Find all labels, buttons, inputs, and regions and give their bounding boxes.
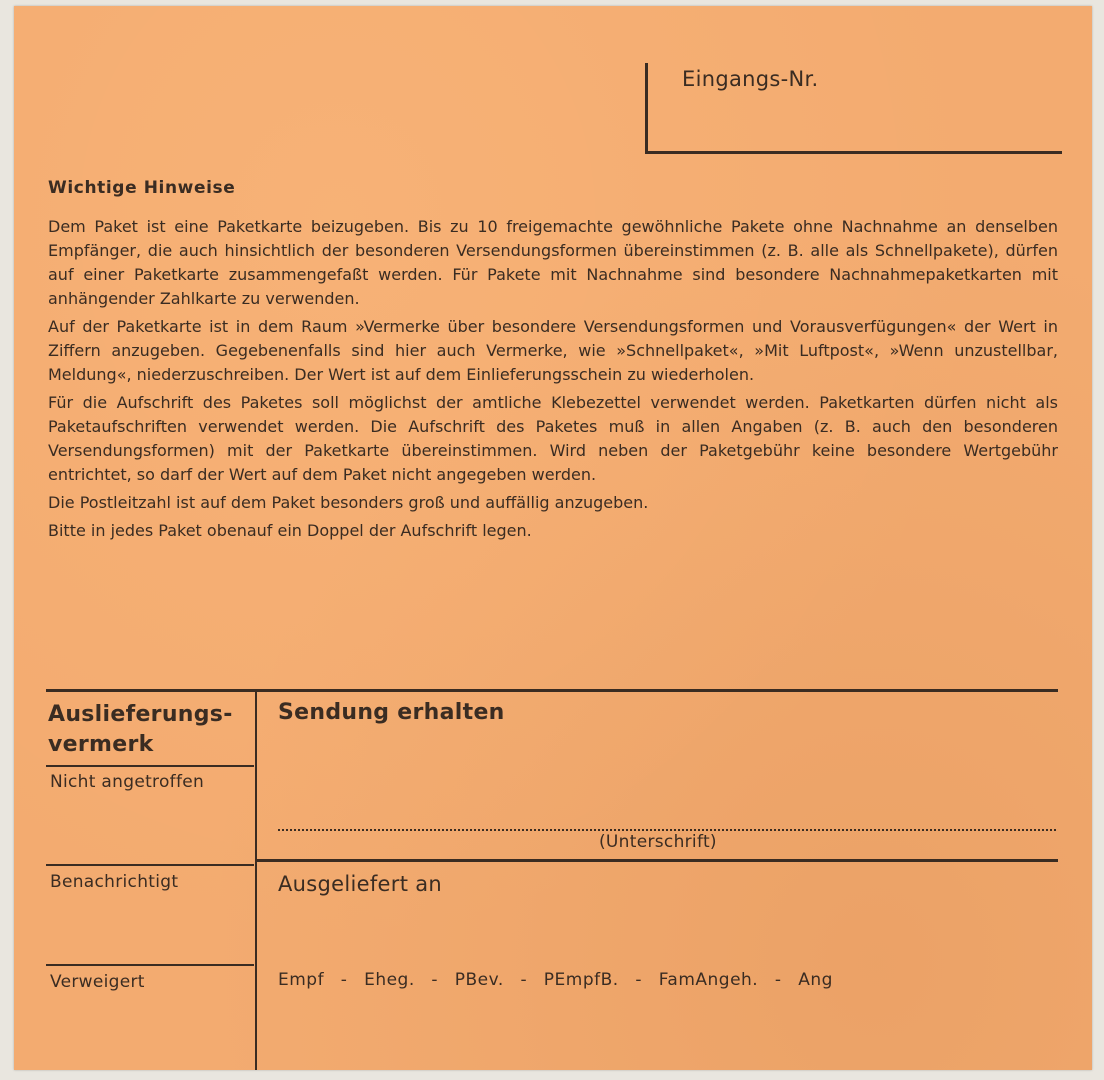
verweigert-field[interactable]: Verweigert xyxy=(50,972,145,992)
eingangs-nr-label: Eingangs-Nr. xyxy=(682,67,819,91)
left-rule xyxy=(46,964,254,966)
option-separator: - xyxy=(774,970,782,990)
option-famangeh[interactable]: FamAngeh. xyxy=(658,970,759,990)
left-rule xyxy=(46,864,254,866)
option-empf[interactable]: Empf xyxy=(278,970,325,990)
paketkarte-card xyxy=(14,6,1092,1070)
option-ang[interactable]: Ang xyxy=(798,970,833,990)
hinweis-paragraph: Dem Paket ist eine Paketkarte beizugeben. Bis zu 10 freigemachte gewöhnliche Pakete ohne Nachnahme an denselben Empfänger, die auch hinsichtlich der besonderen Versendungsformen übereinstimmen (z. B. alle als Schnellpakete), dürfen auf einer Paketkarte zusammengefaßt werden. Für Pakete mit Nachnahme sind besondere Nachnahmepaketkarten mit anhängender Zahlkarte zu verwenden. xyxy=(48,217,1058,308)
hinweis-paragraph: Bitte in jedes Paket obenauf ein Doppel der Aufschrift legen. xyxy=(48,521,532,540)
nicht-angetroffen-field[interactable]: Nicht angetroffen xyxy=(50,772,205,792)
column-divider xyxy=(255,690,257,1070)
signature-line[interactable] xyxy=(278,829,1056,831)
left-rule xyxy=(46,765,254,767)
section-divider xyxy=(46,689,1058,692)
option-eheg[interactable]: Eheg. xyxy=(364,970,415,990)
unterschrift-label: (Unterschrift) xyxy=(599,832,717,852)
option-pempfb[interactable]: PEmpfB. xyxy=(543,970,619,990)
hinweis-paragraph: Die Postleitzahl ist auf dem Paket besonders groß und auffällig anzugeben. xyxy=(48,493,649,512)
option-pbev[interactable]: PBev. xyxy=(454,970,504,990)
ausgeliefert-an-label: Ausgeliefert an xyxy=(278,872,442,896)
hinweise-text xyxy=(48,215,1058,547)
option-separator: - xyxy=(520,970,528,990)
benachrichtigt-field[interactable]: Benachrichtigt xyxy=(50,872,179,892)
eingangs-nr-box xyxy=(645,63,1062,154)
option-separator: - xyxy=(340,970,348,990)
sendung-erhalten-title: Sendung erhalten xyxy=(278,700,505,725)
option-separator: - xyxy=(431,970,439,990)
recipient-options xyxy=(278,970,833,990)
hinweise-title: Wichtige Hinweise xyxy=(48,178,236,198)
hinweis-paragraph: Für die Aufschrift des Paketes soll möglichst der amtliche Klebezettel verwendet werden. Paketkarten dürfen nicht als Paketaufschriften verwendet werden. Die Aufschrift des Paketes muß in allen Angaben (z. B. auch den besonderen Versendungsformen) mit der Paketkarte übereinstimmen. Wird neben der Paketgebühr keine besondere Wertgebühr entrichtet, so darf der Wert auf dem Paket nicht angegeben werden. xyxy=(48,393,1058,484)
auslieferungsvermerk-line2: vermerk xyxy=(48,732,154,757)
section-divider xyxy=(256,859,1058,862)
auslieferungsvermerk-line1: Auslieferungs- xyxy=(48,702,233,727)
option-separator: - xyxy=(635,970,642,990)
auslieferungsvermerk-title xyxy=(48,700,233,760)
hinweis-paragraph: Auf der Paketkarte ist in dem Raum »Vermerke über besondere Versendungsformen und Vorausverfügungen« der Wert in Ziffern anzugeben. Gegebenenfalls sind hier auch Vermerke, wie »Schnellpaket«, »Mit Luftpost«, »Wenn unzustellbar, Meldung«, niederzuschreiben. Der Wert ist auf dem Einlieferungsschein zu wiederholen. xyxy=(48,317,1058,384)
